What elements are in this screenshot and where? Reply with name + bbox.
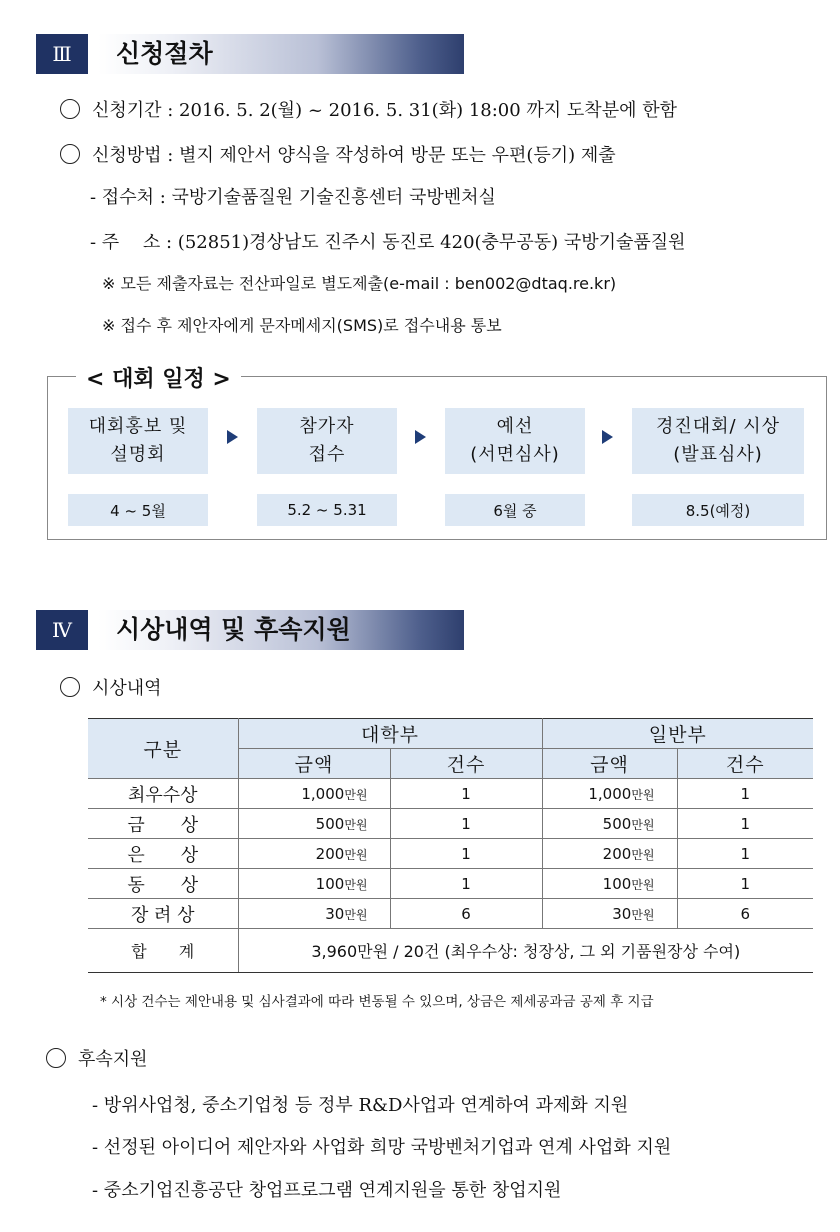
section-4-title: 시상내역 및 후속지원 — [116, 615, 351, 644]
table-row: 장 려 상 30만원 6 30만원 6 — [88, 899, 813, 929]
section-4-number: Ⅳ — [36, 610, 88, 650]
header-amount: 금액 — [542, 749, 677, 779]
schedule-date: 8.5(예정) — [632, 494, 804, 526]
receiver-line: - 접수처 : 국방기술품질원 기술진흥센터 국방벤처실 — [90, 187, 496, 208]
schedule-step: 예선 (서면심사) — [445, 408, 585, 474]
followup-item: - 선정된 아이디어 제안자와 사업화 희망 국방벤처기업과 연계 사업화 지원 — [92, 1137, 672, 1158]
awards-heading: 시상내역 — [60, 674, 162, 700]
table-row: 최우수상 1,000만원 1 1,000만원 1 — [88, 779, 813, 809]
circle-bullet-icon — [60, 144, 80, 164]
table-row: 은 상 200만원 1 200만원 1 — [88, 839, 813, 869]
header-count: 건수 — [677, 749, 813, 779]
sms-note: ※ 접수 후 제안자에게 문자메세지(SMS)로 접수내용 통보 — [102, 316, 502, 335]
header-amount: 금액 — [238, 749, 390, 779]
table-row: 동 상 100만원 1 100만원 1 — [88, 869, 813, 899]
followup-item: - 중소기업진흥공단 창업프로그램 연계지원을 통한 창업지원 — [92, 1180, 562, 1201]
section-3-number: Ⅲ — [36, 34, 88, 74]
table-total-row: 합 계 3,960만원 / 20건 (최우수상: 청장상, 그 외 기품원장상 수여) — [88, 929, 813, 973]
header-general: 일반부 — [542, 719, 813, 749]
circle-bullet-icon — [46, 1048, 66, 1068]
section-4-header — [36, 610, 351, 650]
section-3-header — [36, 34, 213, 74]
followup-item: - 방위사업청, 중소기업청 등 정부 R&D사업과 연계하여 과제화 지원 — [92, 1095, 629, 1116]
arrow-right-icon — [415, 430, 426, 444]
awards-table — [88, 718, 813, 973]
schedule-step: 대회홍보 및 설명회 — [68, 408, 208, 474]
application-period: 신청기간 : 2016. 5. 2(월) ~ 2016. 5. 31(화) 18:00 까지 도착분에 한함 — [60, 96, 677, 122]
followup-heading: 후속지원 — [46, 1045, 148, 1071]
header-count: 건수 — [390, 749, 542, 779]
schedule-date: 4 ~ 5월 — [68, 494, 208, 526]
header-university: 대학부 — [238, 719, 542, 749]
header-category: 구분 — [88, 719, 238, 779]
schedule-step: 참가자 접수 — [257, 408, 397, 474]
application-method: 신청방법 : 별지 제안서 양식을 작성하여 방문 또는 우편(등기) 제출 — [60, 141, 616, 167]
arrow-right-icon — [602, 430, 613, 444]
circle-bullet-icon — [60, 99, 80, 119]
address-line: - 주 소 : (52851)경상남도 진주시 동진로 420(충무공동) 국방기술품질원 — [90, 232, 686, 253]
schedule-step: 경진대회/ 시상 (발표심사) — [632, 408, 804, 474]
circle-bullet-icon — [60, 677, 80, 697]
table-row: 금 상 500만원 1 500만원 1 — [88, 809, 813, 839]
schedule-title: < 대회 일정 > — [76, 362, 241, 393]
table-note: * 시상 건수는 제안내용 및 심사결과에 따라 변동될 수 있으며, 상금은 제세공과금 공제 후 지급 — [100, 994, 654, 1010]
schedule-date: 5.2 ~ 5.31 — [257, 494, 397, 526]
submission-note: ※ 모든 제출자료는 전산파일로 별도제출(e-mail : ben002@dtaq.re.kr) — [102, 274, 617, 293]
schedule-date: 6월 중 — [445, 494, 585, 526]
section-3-title: 신청절차 — [116, 39, 213, 68]
arrow-right-icon — [227, 430, 238, 444]
